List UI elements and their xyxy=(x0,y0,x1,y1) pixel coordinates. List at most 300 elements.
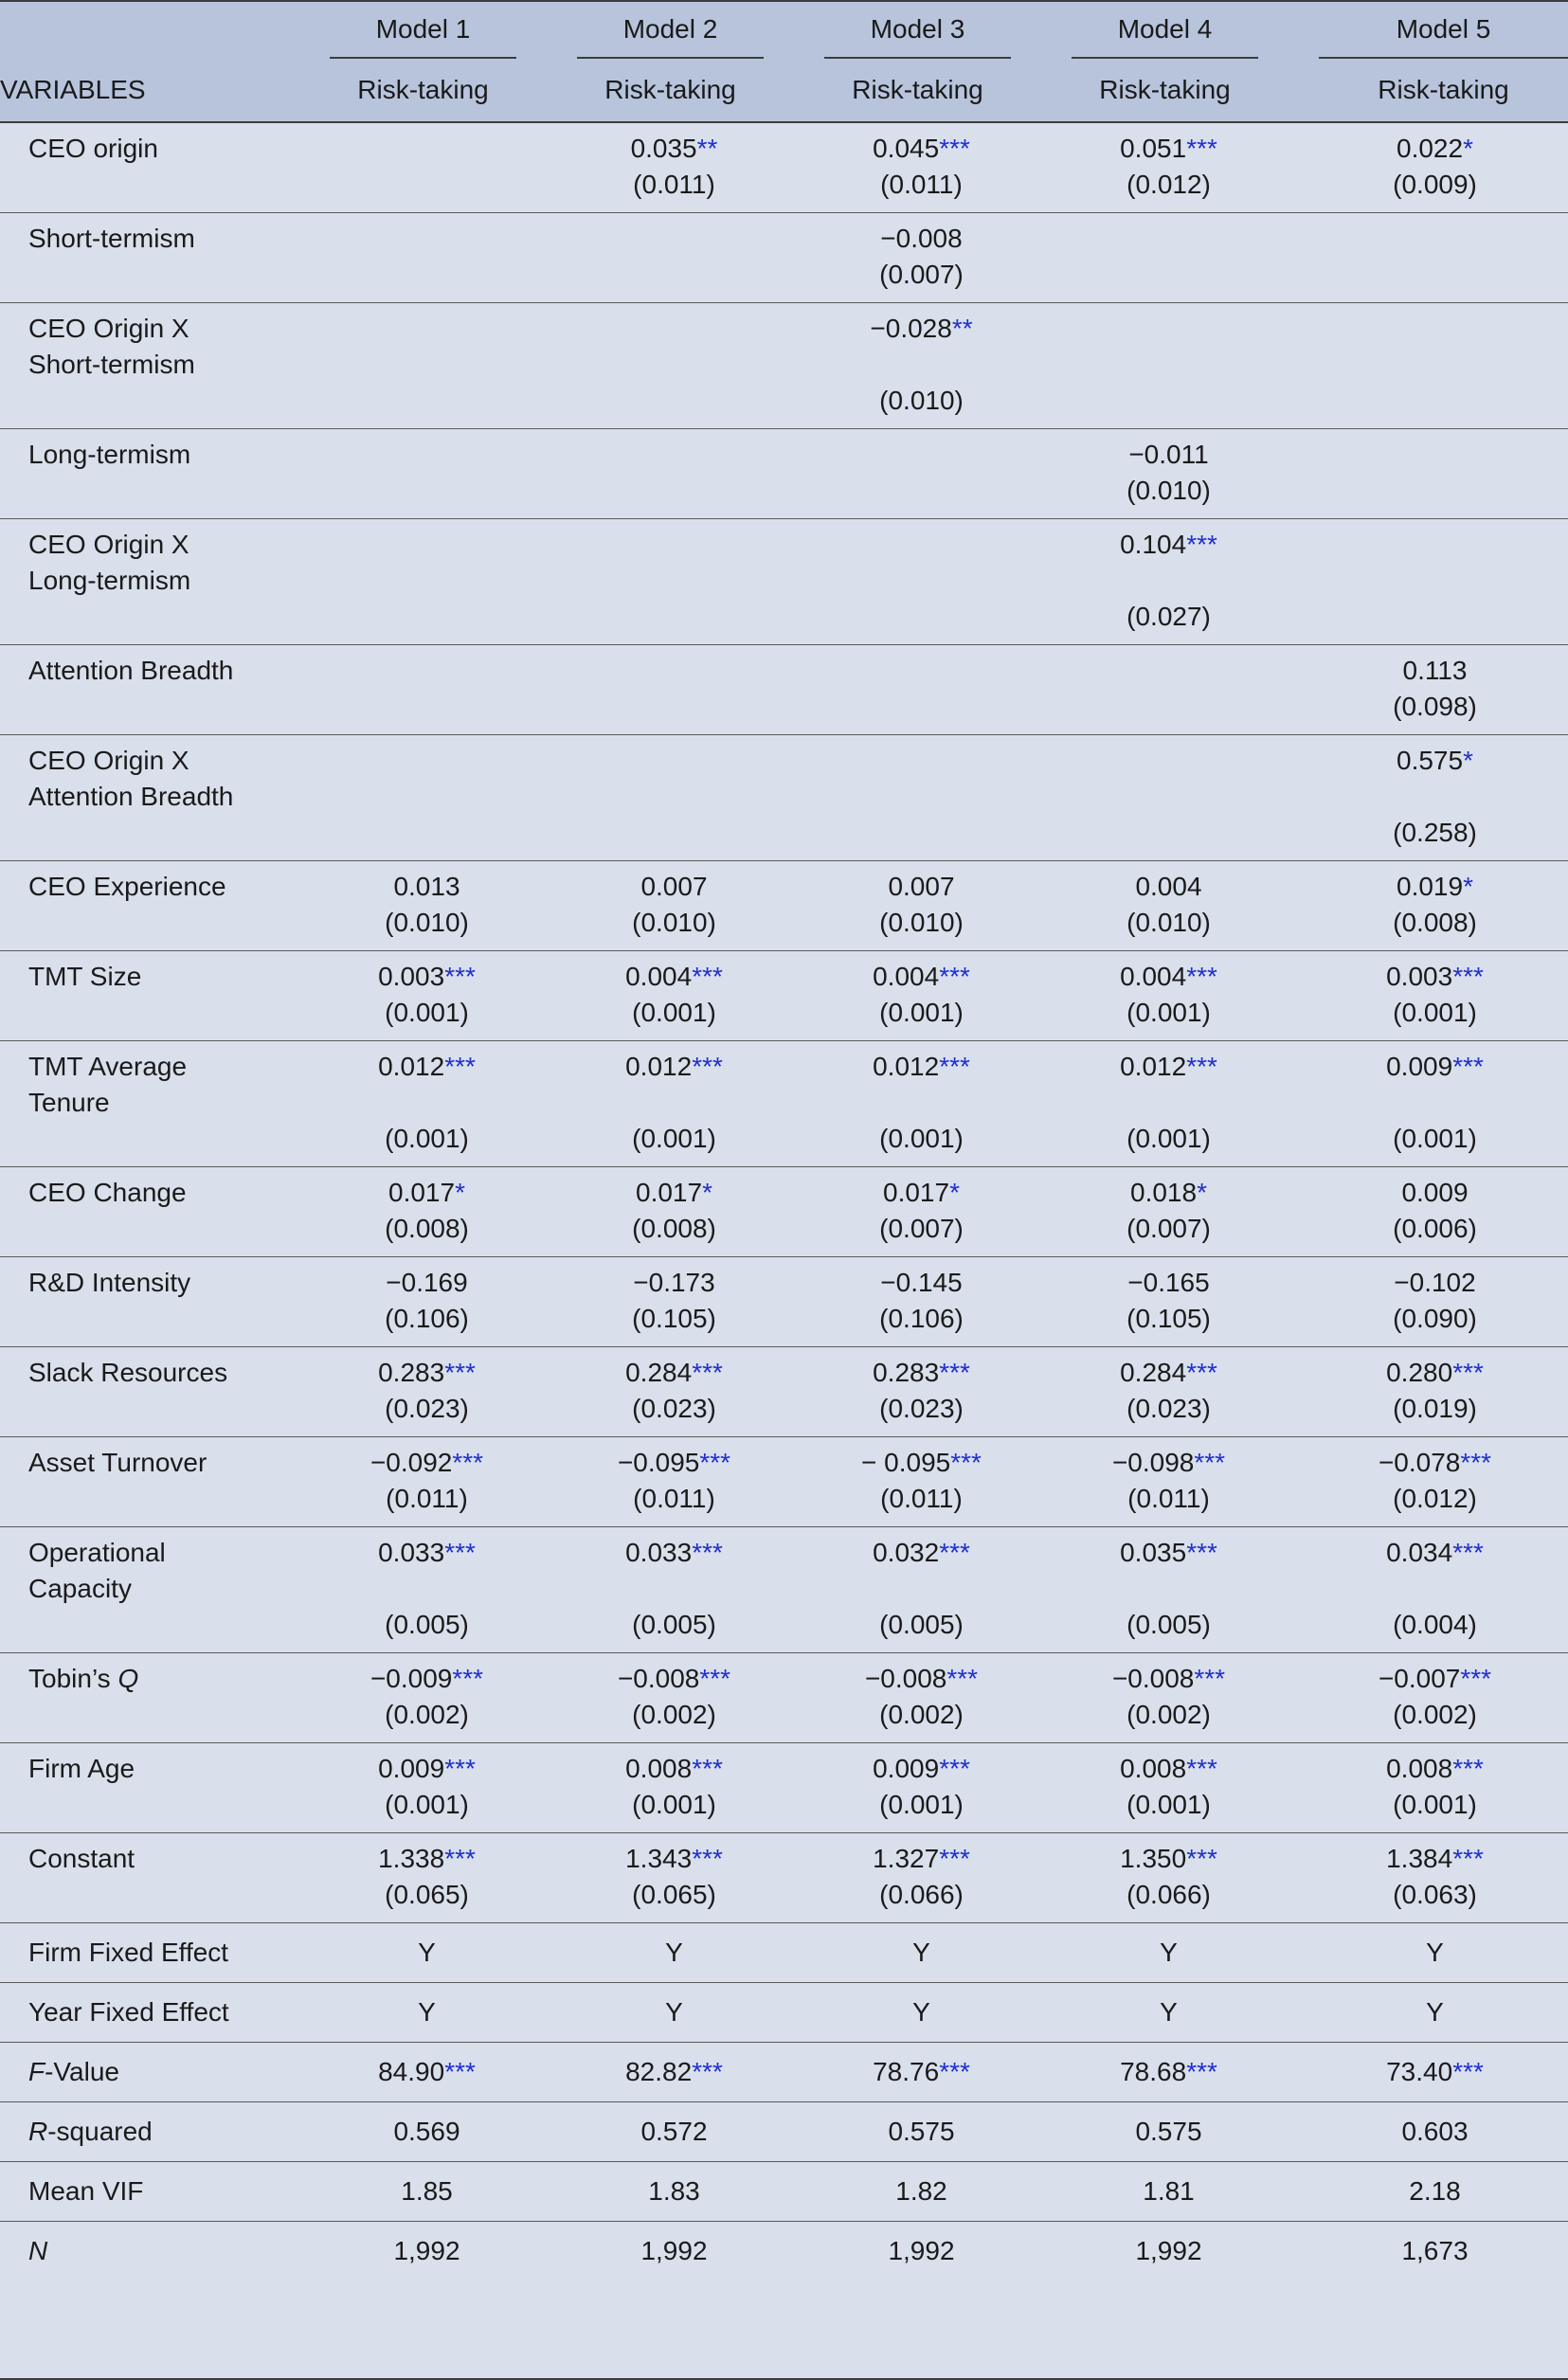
dependent-3: Risk-taking xyxy=(807,59,1054,122)
model-2-stat xyxy=(560,2162,807,2222)
summary-label xyxy=(0,2222,313,2281)
cell-content xyxy=(1393,869,1477,941)
stat-content xyxy=(1135,2233,1201,2269)
stat-content xyxy=(873,2054,970,2090)
variable-label-line2: Attention Breadth xyxy=(28,782,234,811)
variable-label-line2: Capacity xyxy=(28,1574,132,1603)
variable-name xyxy=(0,122,313,213)
cell-content xyxy=(631,131,718,203)
significance-stars: *** xyxy=(444,1844,476,1873)
standard-error: (0.065) xyxy=(385,1880,469,1909)
model-2-cell xyxy=(560,429,807,519)
coefficient xyxy=(879,869,964,905)
cell-content xyxy=(1120,527,1217,635)
stat-value: 1.83 xyxy=(648,2176,700,2206)
cell-content xyxy=(1393,1175,1477,1247)
variable-name xyxy=(0,1527,313,1653)
coefficient xyxy=(378,1751,476,1787)
variable-label: CEO Origin X xyxy=(28,314,189,343)
cell-content xyxy=(1386,1535,1484,1643)
coefficient-value: 0.033 xyxy=(625,1538,693,1567)
standard-error: (0.023) xyxy=(385,1394,469,1423)
standard-error: (0.011) xyxy=(633,1484,715,1513)
stat-value: 78.68 xyxy=(1120,2057,1187,2086)
variable-label-italic: Q xyxy=(117,1664,139,1693)
significance-stars: *** xyxy=(1460,1664,1492,1693)
table-row xyxy=(0,1347,1568,1437)
coefficient xyxy=(873,959,970,995)
model-2-cell xyxy=(560,519,807,645)
significance-stars: *** xyxy=(1186,530,1217,559)
coefficient xyxy=(873,1355,970,1391)
model-1-cell xyxy=(313,1257,560,1347)
model-5-cell xyxy=(1302,645,1568,735)
cell-content xyxy=(632,1175,716,1247)
coefficient-value: −0.078 xyxy=(1378,1448,1461,1477)
model-5-stat xyxy=(1302,1923,1568,1983)
standard-error: (0.106) xyxy=(385,1304,469,1333)
standard-error: (0.105) xyxy=(1126,1304,1211,1333)
standard-error: (0.065) xyxy=(632,1880,716,1909)
significance-stars: *** xyxy=(699,1664,731,1693)
coefficient xyxy=(1393,1175,1477,1211)
model-5-cell xyxy=(1302,735,1568,861)
variable-label: Slack Resources xyxy=(28,1358,228,1387)
significance-stars: ** xyxy=(696,134,718,163)
stat-value: Y xyxy=(1426,1938,1444,1967)
significance-stars: *** xyxy=(950,1448,982,1477)
model-4-cell xyxy=(1054,951,1302,1041)
variable-name xyxy=(0,1437,313,1527)
cell-content xyxy=(385,1265,469,1337)
model-2-stat xyxy=(560,1983,807,2043)
model-1-cell xyxy=(313,1041,560,1167)
significance-stars: *** xyxy=(946,1664,979,1693)
standard-error: (0.001) xyxy=(1393,1790,1477,1819)
cell-content xyxy=(865,1661,978,1733)
coefficient xyxy=(1379,1445,1491,1481)
stat-content xyxy=(378,2054,476,2090)
coefficient xyxy=(632,869,716,905)
standard-error: (0.008) xyxy=(385,1214,469,1243)
coefficient-value: 0.022 xyxy=(1397,134,1464,163)
summary-label xyxy=(0,1923,313,1983)
model-5-cell xyxy=(1302,303,1568,429)
model-5-cell xyxy=(1302,1437,1568,1527)
stat-value: 1.82 xyxy=(895,2176,947,2206)
model-2-cell xyxy=(560,303,807,429)
dependent-1: Risk-taking xyxy=(313,59,560,122)
significance-stars: *** xyxy=(692,1844,723,1873)
significance-stars: *** xyxy=(939,1358,970,1387)
standard-error: (0.005) xyxy=(632,1610,716,1639)
model-4-stat xyxy=(1054,2162,1302,2222)
cell-content xyxy=(625,1841,723,1913)
stat-value: 78.76 xyxy=(873,2057,940,2086)
standard-error: (0.023) xyxy=(1126,1394,1211,1423)
variable-name xyxy=(0,1743,313,1833)
cell-content xyxy=(1393,131,1477,203)
stat-content xyxy=(912,1994,930,2030)
variable-label-line2: Long-termism xyxy=(28,566,191,595)
model-3-cell xyxy=(807,1347,1054,1437)
model-2-cell xyxy=(560,1041,807,1167)
model-5-cell xyxy=(1302,122,1568,213)
cell-content xyxy=(1379,1661,1491,1733)
model-4-stat xyxy=(1054,2102,1302,2162)
cell-content xyxy=(625,1751,723,1823)
stat-value: 0.603 xyxy=(1401,2117,1469,2146)
standard-error: (0.001) xyxy=(879,1124,964,1153)
significance-stars: * xyxy=(702,1178,712,1207)
variable-name xyxy=(0,951,313,1041)
table-header xyxy=(0,2,1568,122)
stat-content xyxy=(393,2114,460,2150)
summary-label-text: -squared xyxy=(47,2117,153,2146)
coefficient xyxy=(1386,1049,1484,1085)
significance-stars: *** xyxy=(939,962,970,991)
significance-stars: *** xyxy=(939,1754,970,1783)
model-5-cell xyxy=(1302,1653,1568,1743)
table-row xyxy=(0,1041,1568,1167)
significance-stars: *** xyxy=(444,1052,476,1081)
coefficient xyxy=(1120,1841,1217,1877)
cell-content xyxy=(1112,1445,1225,1517)
stat-value: Y xyxy=(418,1997,436,2027)
cell-content xyxy=(370,1661,483,1733)
standard-error: (0.010) xyxy=(879,908,964,937)
standard-error: (0.258) xyxy=(1393,818,1477,847)
model-2-cell xyxy=(560,735,807,861)
coefficient xyxy=(370,1661,483,1697)
stat-content xyxy=(418,1994,436,2030)
variable-label: Attention Breadth xyxy=(28,656,234,685)
standard-error: (0.007) xyxy=(1126,1214,1211,1243)
significance-stars: *** xyxy=(1194,1448,1226,1477)
cell-content xyxy=(632,869,716,941)
model-3-stat xyxy=(807,1983,1054,2043)
model-3-cell xyxy=(807,1653,1054,1743)
coefficient-value: −0.028 xyxy=(870,314,952,343)
coefficient xyxy=(1120,1535,1217,1571)
coefficient xyxy=(873,1751,970,1787)
model-3-cell xyxy=(807,861,1054,951)
cell-content xyxy=(879,221,964,293)
model-4-cell xyxy=(1054,122,1302,213)
coefficient-value: 0.575 xyxy=(1397,746,1464,775)
model-3-cell xyxy=(807,1527,1054,1653)
table-row xyxy=(0,1167,1568,1257)
coefficient-value: 0.012 xyxy=(625,1052,693,1081)
table-body xyxy=(0,122,1568,2281)
significance-stars: *** xyxy=(692,1358,723,1387)
model-1-cell xyxy=(313,1527,560,1653)
model-4-cell xyxy=(1054,1437,1302,1527)
significance-stars: *** xyxy=(939,1052,970,1081)
variable-name xyxy=(0,1347,313,1437)
cell-content xyxy=(1386,1841,1484,1913)
variable-name xyxy=(0,1167,313,1257)
standard-error: (0.005) xyxy=(879,1610,964,1639)
significance-stars: * xyxy=(1463,134,1473,163)
model-5-cell xyxy=(1302,951,1568,1041)
regression-table xyxy=(0,2,1568,2281)
model-4-stat xyxy=(1054,2222,1302,2281)
coefficient-value: 0.284 xyxy=(625,1358,693,1387)
cell-content xyxy=(378,1535,476,1643)
model-1-cell xyxy=(313,122,560,213)
significance-stars: *** xyxy=(692,1538,723,1567)
variable-label: TMT Average xyxy=(28,1052,188,1081)
summary-label-text: Firm Fixed Effect xyxy=(28,1938,229,1967)
coefficient xyxy=(385,1175,469,1211)
model-4-cell xyxy=(1054,1833,1302,1923)
coefficient-value: 0.008 xyxy=(625,1754,693,1783)
cell-content xyxy=(873,1535,970,1643)
cell-content xyxy=(1393,1265,1477,1337)
stat-content xyxy=(665,1994,683,2030)
standard-error: (0.009) xyxy=(1393,170,1477,199)
model-5-cell xyxy=(1302,1167,1568,1257)
model-2-stat xyxy=(560,2222,807,2281)
model-3-header: Model 3 xyxy=(824,11,1011,59)
significance-stars: *** xyxy=(444,1358,476,1387)
variable-label: Tobin’s xyxy=(28,1664,111,1693)
significance-stars: *** xyxy=(1452,962,1484,991)
coefficient-value: 0.017 xyxy=(636,1178,703,1207)
coefficient-value: 0.104 xyxy=(1120,530,1187,559)
coefficient-value: 0.009 xyxy=(1401,1178,1469,1207)
table-row xyxy=(0,1437,1568,1527)
model-1-stat xyxy=(313,1983,560,2043)
stat-value: Y xyxy=(1160,1997,1178,2027)
significance-stars: *** xyxy=(692,2057,723,2086)
standard-error: (0.001) xyxy=(1126,1790,1211,1819)
standard-error: (0.005) xyxy=(385,1610,469,1639)
model-3-stat xyxy=(807,2162,1054,2222)
cell-content xyxy=(1386,1751,1484,1823)
standard-error: (0.006) xyxy=(1393,1214,1477,1243)
coefficient-value: −0.008 xyxy=(1111,1664,1195,1693)
coefficient xyxy=(625,1355,723,1391)
coefficient-value: 0.017 xyxy=(883,1178,950,1207)
coefficient xyxy=(1386,1751,1484,1787)
model-1-cell xyxy=(313,1437,560,1527)
coefficient xyxy=(1126,1265,1211,1301)
cell-content xyxy=(378,1751,476,1823)
coefficient-value: 1.384 xyxy=(1386,1844,1453,1873)
coefficient xyxy=(378,1535,476,1571)
cell-content xyxy=(1112,1661,1225,1733)
standard-error: (0.010) xyxy=(1126,908,1211,937)
coefficient xyxy=(1386,1355,1484,1391)
stat-value: 73.40 xyxy=(1386,2057,1453,2086)
table-row xyxy=(0,1653,1568,1743)
cell-content xyxy=(873,1355,970,1427)
coefficient xyxy=(632,1265,716,1301)
coefficient-value: 0.034 xyxy=(1386,1538,1453,1567)
summary-label xyxy=(0,2043,313,2102)
table-row xyxy=(0,429,1568,519)
model-1-cell xyxy=(313,519,560,645)
table-row xyxy=(0,122,1568,213)
model-3-cell xyxy=(807,213,1054,303)
stat-content xyxy=(912,1935,930,1971)
variable-name xyxy=(0,861,313,951)
coefficient-value: −0.102 xyxy=(1394,1268,1476,1297)
coefficient xyxy=(1120,959,1217,995)
cell-content xyxy=(625,1535,723,1643)
cell-content xyxy=(1386,959,1484,1031)
coefficient-value: −0.007 xyxy=(1378,1664,1461,1693)
model-5-cell xyxy=(1302,519,1568,645)
model-5-cell xyxy=(1302,1743,1568,1833)
model-3-cell xyxy=(807,1041,1054,1167)
standard-error: (0.007) xyxy=(879,260,964,289)
table-row xyxy=(0,735,1568,861)
variable-name xyxy=(0,1257,313,1347)
standard-error: (0.011) xyxy=(386,1484,468,1513)
coefficient xyxy=(1393,131,1477,167)
model-5-cell xyxy=(1302,1833,1568,1923)
significance-stars: *** xyxy=(444,962,476,991)
coefficient xyxy=(879,221,964,257)
model-3-cell xyxy=(807,951,1054,1041)
significance-stars: *** xyxy=(939,134,970,163)
cell-content xyxy=(1120,1049,1217,1157)
cell-content xyxy=(625,1049,723,1157)
variable-name xyxy=(0,519,313,645)
summary-row xyxy=(0,1923,1568,1983)
model-3-cell xyxy=(807,1257,1054,1347)
cell-content xyxy=(873,1841,970,1913)
standard-error: (0.001) xyxy=(385,998,469,1027)
model-1-cell xyxy=(313,861,560,951)
summary-row xyxy=(0,1983,1568,2043)
standard-error: (0.010) xyxy=(385,908,469,937)
model-4-header: Model 4 xyxy=(1072,11,1258,59)
table-row xyxy=(0,1527,1568,1653)
stat-content xyxy=(1409,2173,1461,2209)
coefficient xyxy=(870,311,972,347)
model-1-cell xyxy=(313,303,560,429)
model-2-stat xyxy=(560,2102,807,2162)
coefficient-value: 0.003 xyxy=(1386,962,1453,991)
cell-content xyxy=(1120,959,1217,1031)
standard-error: (0.012) xyxy=(1126,170,1211,199)
cell-content xyxy=(879,869,964,941)
table-row xyxy=(0,645,1568,735)
model-5-cell xyxy=(1302,861,1568,951)
model-2-stat xyxy=(560,1923,807,1983)
cell-content xyxy=(873,959,970,1031)
model-1-cell xyxy=(313,1653,560,1743)
coefficient xyxy=(385,869,469,905)
standard-error: (0.008) xyxy=(1393,908,1477,937)
coefficient-value: 0.007 xyxy=(640,872,708,901)
stat-content xyxy=(640,2114,707,2150)
coefficient-value: 1.327 xyxy=(873,1844,940,1873)
coefficient-value: 0.018 xyxy=(1130,1178,1198,1207)
cell-content xyxy=(1120,1751,1217,1823)
variable-label: CEO Origin X xyxy=(28,746,189,775)
stat-value: Y xyxy=(1160,1938,1178,1967)
variable-label: Constant xyxy=(28,1844,135,1873)
coefficient-value: −0.095 xyxy=(617,1448,700,1477)
coefficient xyxy=(873,1841,970,1877)
coefficient xyxy=(1120,131,1217,167)
standard-error: (0.106) xyxy=(879,1304,964,1333)
stat-content xyxy=(1143,2173,1195,2209)
stat-content xyxy=(401,2173,453,2209)
stat-content xyxy=(1120,2054,1217,2090)
stat-content xyxy=(640,2233,707,2269)
cell-content xyxy=(378,1049,476,1157)
coefficient xyxy=(1126,437,1211,473)
significance-stars: *** xyxy=(1186,134,1217,163)
cell-content xyxy=(1393,743,1477,851)
stat-content xyxy=(1401,2233,1468,2269)
coefficient xyxy=(873,131,970,167)
coefficient xyxy=(1393,1265,1477,1301)
summary-label-italic: F xyxy=(28,2057,45,2086)
model-2-cell xyxy=(560,1743,807,1833)
stat-value: 1,992 xyxy=(1135,2236,1202,2265)
table-row xyxy=(0,519,1568,645)
header-row-models xyxy=(0,2,1568,59)
model-2-cell xyxy=(560,1347,807,1437)
variable-name xyxy=(0,1653,313,1743)
standard-error: (0.001) xyxy=(632,998,716,1027)
significance-stars: *** xyxy=(1194,1664,1226,1693)
standard-error: (0.019) xyxy=(1393,1394,1477,1423)
coefficient xyxy=(385,1265,469,1301)
stat-content xyxy=(393,2233,460,2269)
model-5-stat xyxy=(1302,2162,1568,2222)
coefficient xyxy=(631,131,718,167)
variable-label: Firm Age xyxy=(28,1754,135,1783)
standard-error: (0.001) xyxy=(385,1124,469,1153)
significance-stars: *** xyxy=(939,1844,970,1873)
model-3-cell xyxy=(807,1833,1054,1923)
standard-error: (0.105) xyxy=(632,1304,716,1333)
model-5-cell xyxy=(1302,429,1568,519)
cell-content xyxy=(873,1751,970,1823)
model-4-cell xyxy=(1054,861,1302,951)
stat-value: Y xyxy=(418,1938,436,1967)
model-4-cell xyxy=(1054,1041,1302,1167)
coefficient xyxy=(1393,653,1477,689)
significance-stars: *** xyxy=(1452,1538,1484,1567)
cell-content xyxy=(1386,1355,1484,1427)
stat-content xyxy=(418,1935,436,1971)
coefficient xyxy=(1386,1535,1484,1571)
stat-value: Y xyxy=(665,1938,683,1967)
model-1-cell xyxy=(313,1167,560,1257)
standard-error: (0.002) xyxy=(1126,1700,1211,1729)
significance-stars: *** xyxy=(1452,2057,1484,2086)
standard-error: (0.001) xyxy=(385,1790,469,1819)
cell-content xyxy=(1120,131,1217,203)
stat-value: Y xyxy=(912,1938,930,1967)
cell-content xyxy=(378,959,476,1031)
model-3-stat xyxy=(807,2102,1054,2162)
standard-error: (0.008) xyxy=(632,1214,716,1243)
coefficient-value: 0.013 xyxy=(393,872,460,901)
coefficient-value: −0.165 xyxy=(1127,1268,1210,1297)
model-3-cell xyxy=(807,1743,1054,1833)
model-3-cell xyxy=(807,735,1054,861)
